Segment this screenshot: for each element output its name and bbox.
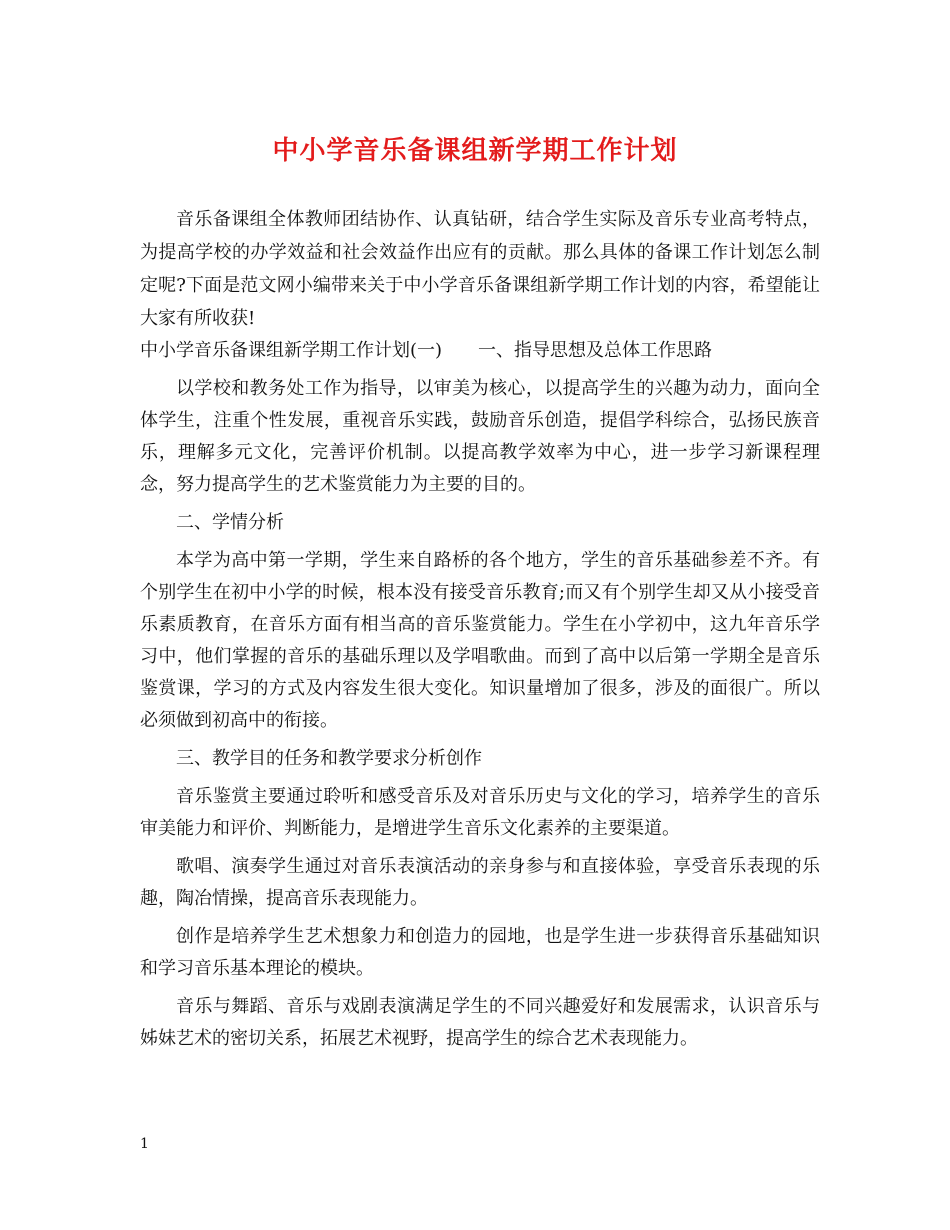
intro-paragraph: 音乐备课组全体教师团结协作、认真钻研，结合学生实际及音乐专业高考特点，为提高学校的办学效益和社会效益作出应有的贡献。那么具体的备课工作计划怎么制定呢?下面是范文网小编带来关于中小学音乐备课组新学期工作计划的内容，希望能让大家有所收获! (140, 209, 820, 329)
plan-title: 中小学音乐备课组新学期工作计划(一) (140, 340, 443, 361)
section1-paragraph: 以学校和教务处工作为指导，以审美为核心，以提高学生的兴趣为动力，面向全体学生，注重个性发展，重视音乐实践，鼓励音乐创造，提倡学科综合，弘扬民族音乐，理解多元文化，完善评价机制。以提高教学效率为中心，进一步学习新课程理念，努力提高学生的艺术鉴赏能力为主要的目的。 (140, 378, 820, 495)
plan-title-line (140, 335, 820, 367)
document-body (140, 203, 820, 1055)
section2-paragraph: 本学为高中第一学期，学生来自路桥的各个地方，学生的音乐基础参差不齐。有个别学生在初中小学的时候，根本没有接受音乐教育;而又有个别学生却又从小接受音乐素质教育，在音乐方面有相当高的音乐鉴赏能力。学生在小学初中，这九年音乐学习中，他们掌握的音乐的基础乐理以及学唱歌曲。而到了高中以后第一学期全是音乐鉴赏课，学习的方式及内容发生很大变化。知识量增加了很多，涉及的面很广。所以必须做到初高中的衔接。 (140, 550, 820, 731)
section3-paragraph-2: 歌唱、演奏学生通过对音乐表演活动的亲身参与和直接体验，享受音乐表现的乐趣，陶冶情操，提高音乐表现能力。 (140, 856, 820, 909)
page-number: 1 (140, 1136, 149, 1152)
section2-heading: 二、学情分析 (176, 512, 284, 533)
section3-paragraph-1: 音乐鉴赏主要通过聆听和感受音乐及对音乐历史与文化的学习，培养学生的音乐审美能力和评价、判断能力，是增进学生音乐文化素养的主要渠道。 (140, 786, 820, 839)
document-title: 中小学音乐备课组新学期工作计划 (272, 136, 678, 166)
section3-paragraph-4: 音乐与舞蹈、音乐与戏剧表演满足学生的不同兴趣爱好和发展需求，认识音乐与姊妹艺术的密切关系，拓展艺术视野，提高学生的综合艺术表现能力。 (140, 996, 820, 1049)
section3-heading: 三、教学目的任务和教学要求分析创作 (176, 748, 482, 769)
section3-paragraph-3: 创作是培养学生艺术想象力和创造力的园地，也是学生进一步获得音乐基础知识和学习音乐基本理论的模块。 (140, 926, 820, 979)
section1-heading: 一、指导思想及总体工作思路 (478, 340, 713, 361)
